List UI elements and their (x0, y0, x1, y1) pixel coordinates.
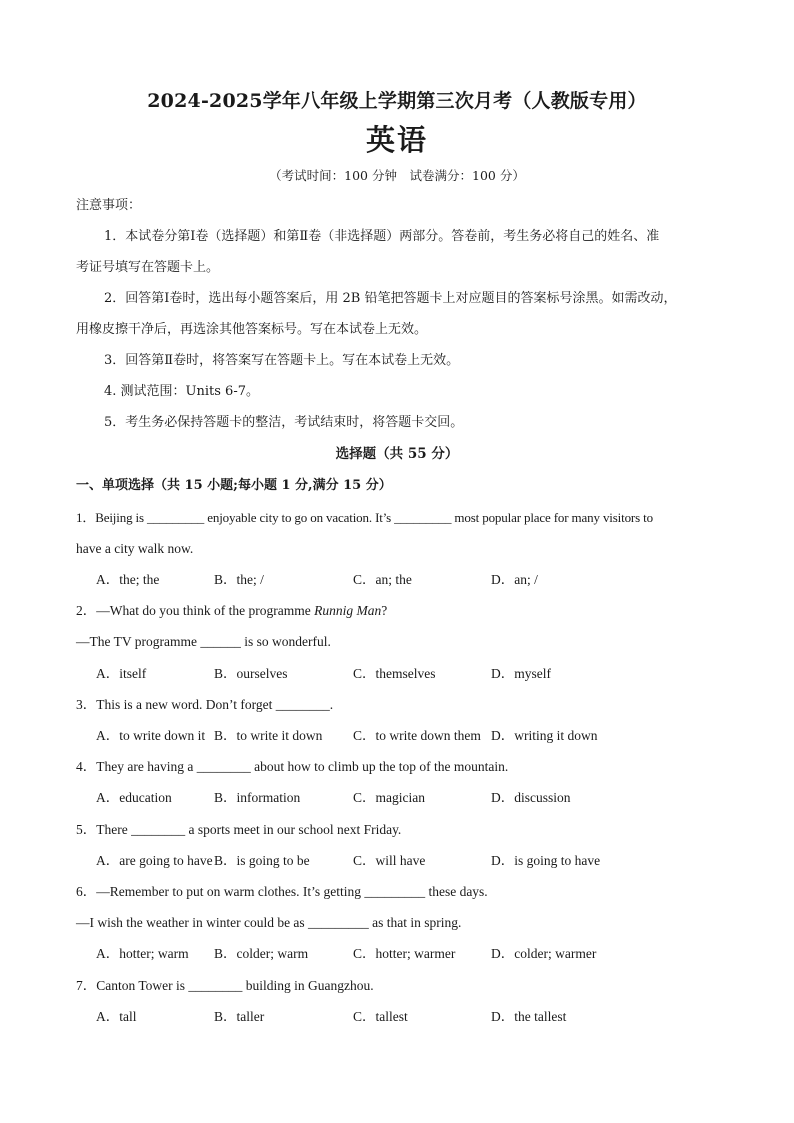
option-d: D．myself (491, 666, 551, 681)
notice-item-2: 2．回答第Ⅰ卷时，选出每小题答案后，用 2B 铅笔把答题卡上对应题目的答案标号涂黑。如需改动， (104, 291, 677, 306)
question-6-cont: —I wish the weather in winter could be as _________ as that in spring. (76, 915, 462, 930)
notice-item-4: 4. 测试范围：Units 6-7。 (104, 384, 259, 399)
notice-item-5: 5．考生务必保持答题卡的整洁，考试结束时，将答题卡交回。 (104, 415, 464, 430)
option-d: D．discussion (491, 790, 571, 805)
question-7: 7．Canton Tower is ________ building in Guangzhou. (76, 978, 374, 993)
section-heading: 一、单项选择（共 15 小题;每小题 1 分,满分 15 分） (76, 478, 392, 493)
option-b: B．to write it down (214, 728, 323, 743)
option-a: A．to write down it (96, 728, 206, 743)
option-a: A．tall (96, 1009, 137, 1024)
question-4: 4．They are having a ________ about how to climb up the top of the mountain. (76, 759, 509, 774)
option-b: B．information (214, 790, 301, 805)
option-c: C．to write down them (353, 728, 481, 743)
question-3: 3．This is a new word. Don’t forget ________. (76, 697, 334, 712)
option-b: B．taller (214, 1009, 265, 1024)
option-d: D．an; / (491, 572, 538, 587)
exam-title: 2024-2025学年八年级上学期第三次月考（人教版专用） (147, 90, 647, 112)
question-2-prefix: 2．—What do you think of the programme (76, 603, 315, 618)
question-2 (76, 602, 742, 620)
option-d: D．writing it down (491, 728, 598, 743)
option-c: C．magician (353, 790, 425, 805)
option-b: B．ourselves (214, 666, 288, 681)
question-5: 5．There ________ a sports meet in our school next Friday. (76, 822, 402, 837)
option-a: A．hotter; warm (96, 946, 189, 961)
option-b: B．is going to be (214, 853, 310, 868)
option-c: C．an; the (353, 572, 412, 587)
notice-item-3: 3．回答第Ⅱ卷时，将答案写在答题卡上。写在本试卷上无效。 (104, 353, 460, 368)
option-a: A．the; the (96, 572, 160, 587)
question-2-suffix: ? (381, 603, 388, 618)
option-d: D．the tallest (491, 1009, 567, 1024)
option-a: A．are going to have (96, 853, 213, 868)
notice-item-2-cont: 用橡皮擦干净后，再选涂其他答案标号。写在本试卷上无效。 (76, 322, 428, 337)
option-a: A．education (96, 790, 172, 805)
option-d: D．colder; warmer (491, 946, 597, 961)
option-b: B．the; / (214, 572, 264, 587)
option-b: B．colder; warm (214, 946, 309, 961)
notice-heading: 注意事项： (76, 198, 142, 213)
question-6: 6．—Remember to put on warm clothes. It’s getting _________ these days. (76, 884, 488, 899)
part-heading: 选择题（共 55 分） (335, 446, 459, 462)
question-1: 1．Beijing is _________ enjoyable city to go on vacation. It’s _________ most popular place for many visitors to (76, 510, 653, 525)
programme-title: Runnig Man (314, 603, 382, 618)
question-2-cont: —The TV programme ______ is so wonderful. (76, 634, 331, 649)
notice-item-1-cont: 考证号填写在答题卡上。 (76, 260, 220, 275)
option-a: A．itself (96, 666, 147, 681)
exam-time-info: （考试时间：100 分钟 试卷满分：100 分） (269, 168, 525, 183)
notice-item-1: 1．本试卷分第Ⅰ卷（选择题）和第Ⅱ卷（非选择题）两部分。答卷前，考生务必将自己的姓名、准 (104, 229, 660, 244)
option-c: C．themselves (353, 666, 436, 681)
question-1-cont: have a city walk now. (76, 541, 194, 556)
option-c: C．will have (353, 853, 426, 868)
option-c: C．tallest (353, 1009, 408, 1024)
option-d: D．is going to have (491, 853, 601, 868)
option-c: C．hotter; warmer (353, 946, 456, 961)
subject-title: 英语 (365, 123, 428, 157)
